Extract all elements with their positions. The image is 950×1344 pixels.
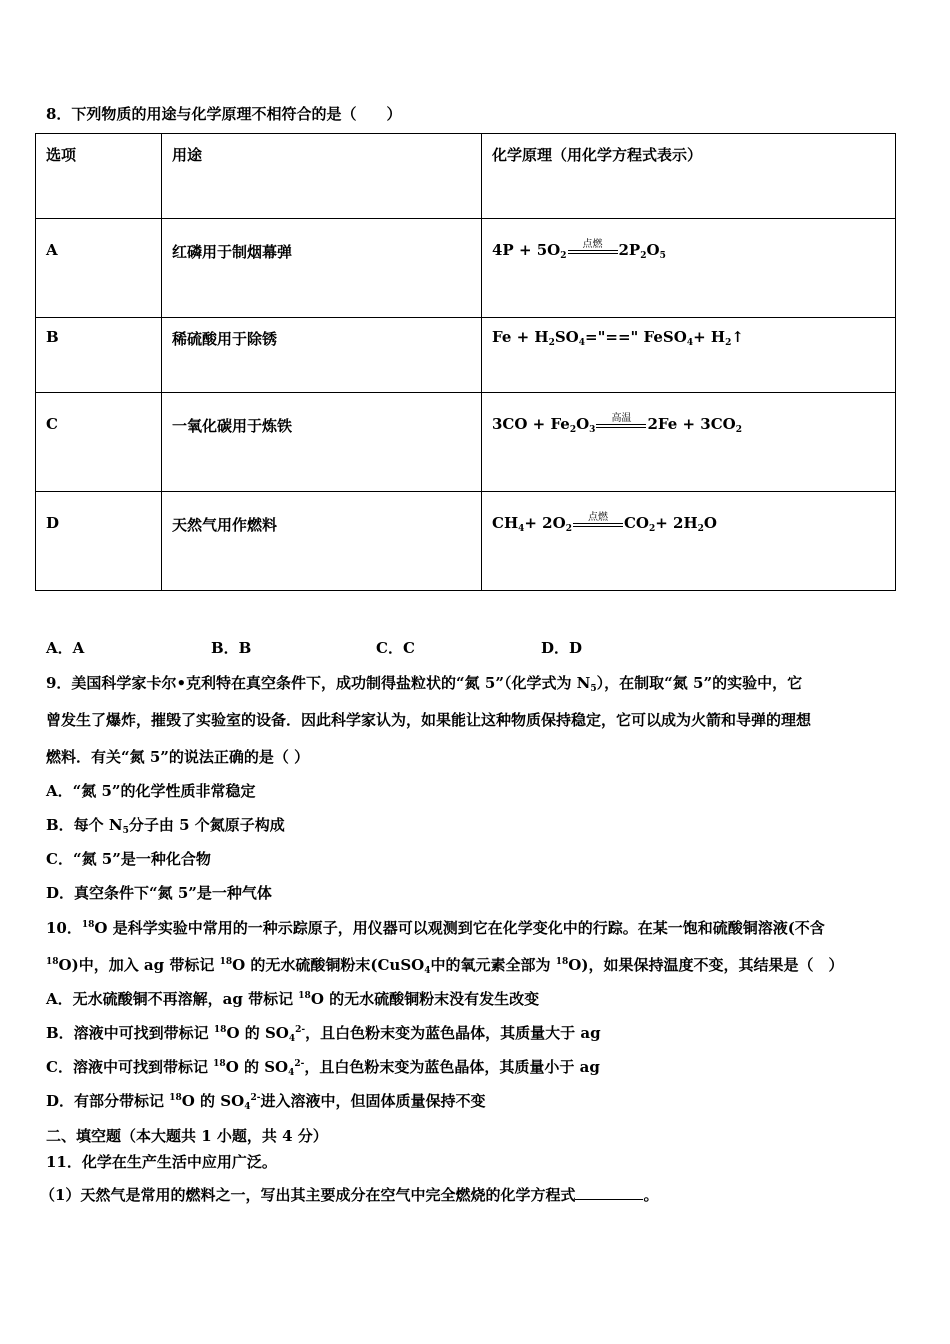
q9-option-d[interactable]: D．真空条件下“氮 5”是一种气体 [46, 884, 272, 902]
reaction-condition: 点燃 [568, 244, 618, 258]
table-row [36, 219, 896, 318]
answer-choice[interactable]: D．D [541, 639, 583, 657]
table-row [36, 318, 896, 393]
answer-choice[interactable]: C．C [376, 639, 415, 657]
option-label: A [36, 219, 162, 318]
q10-option-b[interactable]: B．溶液中可找到带标记 $^{18}$O 的 $SO_4^{2-}$，且白色粉末变为蓝色晶体，其质量大于 ag [46, 1024, 601, 1044]
q10-option-c[interactable]: C．溶液中可找到带标记 $^{18}$O 的 $SO_4^{2-}$，且白色粉末变为蓝色晶体，其质量小于 ag [46, 1058, 600, 1078]
answer-blank[interactable] [575, 1185, 643, 1200]
answer-choice[interactable]: B．B [211, 639, 252, 657]
q10-stem-line1: 10．$^{18}$O 是科学实验中常用的一种示踪原子，用仪器可以观测到它在化学变化中的行踪。在某一饱和硫酸铜溶液(不含 [46, 919, 825, 937]
equation: $Fe + H_2SO_4="==$" FeSO$_4$+ $H_2↑$ [482, 318, 896, 393]
reaction-condition: 高温 [596, 418, 646, 432]
use-text: 稀硫酸用于除锈 [162, 318, 482, 393]
q9-stem-line2: 曾发生了爆炸，摧毁了实验室的设备．因此科学家认为，如果能让这种物质保持稳定，它可以成为火箭和导弹的理想 [46, 711, 812, 729]
table-header-row [36, 134, 896, 219]
equation: $4P + 5O_2$ 点燃 $2P_2O_5$ [482, 219, 896, 318]
header-option: 选项 [36, 134, 162, 219]
use-text: 红磷用于制烟幕弹 [162, 219, 482, 318]
answer-choice[interactable]: A．A [46, 639, 85, 657]
q9-option-b[interactable]: B．每个 $N_5$分子由 5 个氮原子构成 [46, 816, 285, 836]
use-text: 天然气用作燃料 [162, 492, 482, 591]
use-text: 一氧化碳用于炼铁 [162, 393, 482, 492]
q9-option-a[interactable]: A．“氮 5”的化学性质非常稳定 [46, 782, 256, 800]
option-label: B [36, 318, 162, 393]
q10-stem-line2: $^{18}$O)中，加入 ag 带标记 $^{18}$O 的无水硫酸铜粉末(CuSO$_4$中的氧元素全部为 $^{18}$O)，如果保持温度不变，其结果是（ ） [46, 956, 844, 976]
q9-stem-line1: 9．美国科学家卡尔•克利特在真空条件下，成功制得盐粒状的“氮 5”（化学式为 $N_5$），在制取“氮 5”的实验中，它 [46, 674, 803, 694]
q11-part1: （1）天然气是常用的燃料之一，写出其主要成分在空气中完全燃烧的化学方程式 。 [40, 1186, 659, 1204]
section-title: 二、填空题（本大题共 1 小题，共 4 分） [46, 1127, 328, 1145]
table-row [36, 393, 896, 492]
q11-stem: 11．化学在生产生活中应用广泛。 [46, 1153, 277, 1171]
option-label: D [36, 492, 162, 591]
q8-table [35, 133, 896, 591]
header-use: 用途 [162, 134, 482, 219]
header-principle: 化学原理（用化学方程式表示） [482, 134, 896, 219]
q9-stem-line3: 燃料．有关“氮 5”的说法正确的是（ ） [46, 748, 310, 766]
equation: $3CO + Fe_2O_3$ 高温 $2Fe + 3CO_2$ [482, 393, 896, 492]
q8-stem: 8．下列物质的用途与化学原理不相符合的是（ ） [46, 105, 402, 123]
option-label: C [36, 393, 162, 492]
q9-option-c[interactable]: C．“氮 5”是一种化合物 [46, 850, 211, 868]
table-row [36, 492, 896, 591]
q10-option-d[interactable]: D．有部分带标记 $^{18}$O 的 $SO_4^{2-}$进入溶液中，但固体质量保持不变 [46, 1092, 486, 1112]
q10-option-a[interactable]: A．无水硫酸铜不再溶解，ag 带标记 $^{18}$O 的无水硫酸铜粉末没有发生改变 [46, 990, 540, 1008]
reaction-condition: 点燃 [573, 517, 623, 531]
equation: $CH_4+ 2O_2$ 点燃 $CO_2+ 2H_2O$ [482, 492, 896, 591]
